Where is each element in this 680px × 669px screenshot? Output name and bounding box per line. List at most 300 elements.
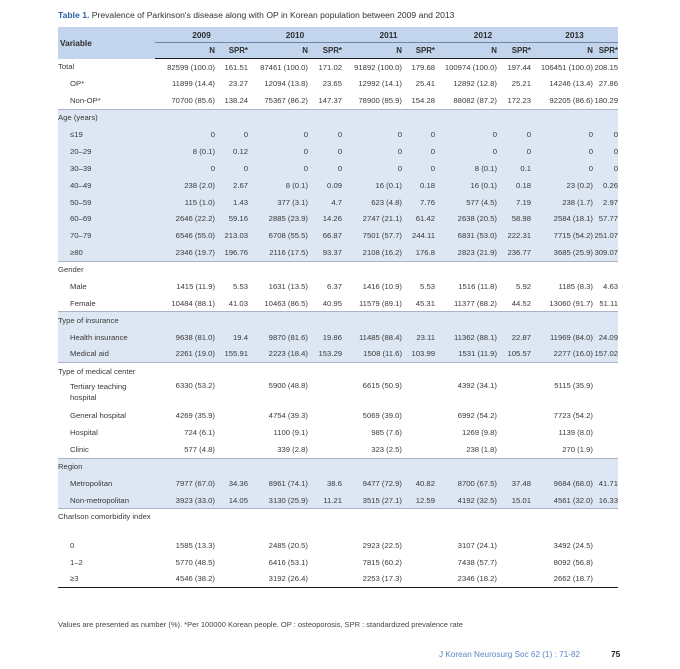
spr-cell (497, 571, 531, 588)
spr-cell: 179.68 (411, 62, 435, 72)
spr-cell (497, 441, 531, 458)
spr-cell (593, 424, 618, 441)
n-cell: 6708 (55.5) (248, 227, 308, 244)
n-cell (342, 312, 402, 329)
n-cell: 2253 (17.3) (342, 571, 402, 588)
spr-cell: 7.76 (402, 194, 435, 211)
spr-cell (402, 312, 435, 329)
spr-cell: 157.02 (593, 346, 618, 363)
spr-column-header: SPR* (308, 43, 342, 59)
spr-cell: 172.23 (507, 95, 531, 105)
n-cell: 6546 (55.0) (155, 227, 215, 244)
spr-cell: 4.7 (308, 194, 342, 211)
spr-cell (215, 312, 248, 329)
spr-cell (308, 109, 342, 126)
section-row (58, 109, 618, 126)
spr-cell (215, 537, 248, 554)
n-cell: 985 (7.6) (371, 428, 402, 438)
n-column-header: N (435, 43, 497, 59)
section-label: Charlson comorbidity index (58, 509, 155, 537)
spr-cell: 0 (402, 160, 435, 177)
spr-cell: 0 (308, 160, 342, 177)
n-cell (155, 312, 215, 329)
n-cell: 100974 (100.0) (444, 62, 497, 72)
n-cell (155, 458, 215, 475)
n-cell: 2116 (17.5) (248, 244, 308, 261)
spr-cell: 0 (593, 126, 618, 143)
row-label: Health insurance (58, 329, 155, 346)
spr-cell (308, 424, 342, 441)
spr-cell (308, 441, 342, 458)
n-cell: 3130 (25.9) (248, 492, 308, 509)
n-cell: 0 (531, 126, 593, 143)
spr-cell (497, 407, 531, 424)
n-cell: 1585 (13.3) (175, 540, 215, 550)
n-cell (342, 509, 402, 537)
section-label: Type of medical center (58, 363, 155, 380)
row-label: Clinic (70, 444, 89, 454)
n-cell: 2277 (16.0) (531, 346, 593, 363)
n-cell (342, 261, 402, 278)
n-cell: 4192 (32.5) (435, 492, 497, 509)
spr-cell: 0.18 (497, 177, 531, 194)
n-cell: 1508 (11.6) (342, 346, 402, 363)
n-cell: 0 (155, 126, 215, 143)
spr-cell: 25.21 (511, 79, 531, 89)
n-cell: 9870 (81.6) (248, 329, 308, 346)
n-cell: 270 (1.9) (562, 444, 593, 454)
table-row (58, 571, 618, 588)
row-label: General hospital (70, 411, 126, 421)
row-label: OP* (70, 79, 85, 89)
n-cell: 1139 (8.0) (558, 428, 593, 438)
journal-citation: J Korean Neurosurg Soc 62 (1) : 71-82 (439, 650, 581, 659)
spr-cell (402, 261, 435, 278)
n-cell: 0 (531, 143, 593, 160)
spr-cell: 59.16 (215, 211, 248, 228)
n-cell: 4392 (34.1) (457, 381, 497, 391)
n-column-header: N (155, 43, 215, 59)
section-row (58, 509, 618, 537)
n-cell: 8 (0.1) (155, 143, 215, 160)
spr-cell: 0 (593, 160, 618, 177)
spr-cell: 213.03 (215, 227, 248, 244)
n-cell: 8092 (56.8) (553, 557, 593, 567)
n-cell: 11969 (84.0) (531, 329, 593, 346)
n-cell (155, 363, 215, 380)
table-row (58, 492, 618, 509)
table-row (58, 227, 618, 244)
table-row (58, 295, 618, 312)
spr-cell (593, 379, 618, 407)
n-cell: 724 (6.1) (184, 428, 215, 438)
spr-cell: 0.26 (593, 177, 618, 194)
n-cell: 6416 (53.1) (268, 557, 308, 567)
spr-cell (308, 407, 342, 424)
spr-cell (593, 571, 618, 588)
spr-cell: 2.97 (593, 194, 618, 211)
n-cell (435, 312, 497, 329)
spr-cell: 244.11 (402, 227, 435, 244)
n-cell: 4546 (38.2) (155, 571, 215, 588)
year-header: 2010 (248, 27, 342, 43)
spr-cell (497, 261, 531, 278)
spr-cell (593, 458, 618, 475)
spr-cell: 45.31 (415, 298, 435, 308)
spr-cell (497, 458, 531, 475)
spr-cell (402, 458, 435, 475)
spr-cell (308, 312, 342, 329)
section-row (58, 312, 618, 329)
spr-cell: 38.6 (308, 475, 342, 492)
spr-cell (497, 379, 531, 407)
year-header: 2012 (435, 27, 531, 43)
spr-cell (402, 109, 435, 126)
table-body (58, 59, 618, 588)
spr-cell (308, 458, 342, 475)
table-row (58, 160, 618, 177)
table-row (58, 407, 618, 424)
row-label: Tertiary teaching hospital (70, 382, 127, 403)
n-cell: 87461 (100.0) (260, 62, 308, 72)
table-row (58, 424, 618, 441)
n-cell: 2747 (21.1) (342, 211, 402, 228)
row-label: 40–49 (58, 177, 155, 194)
n-cell: 106451 (100.0) (540, 62, 593, 72)
spr-cell (402, 441, 435, 458)
table-row (58, 211, 618, 228)
n-cell: 115 (1.0) (155, 194, 215, 211)
spr-cell: 2.67 (215, 177, 248, 194)
spr-cell: 161.51 (224, 62, 248, 72)
n-cell: 0 (342, 160, 402, 177)
n-cell: 13060 (91.7) (549, 298, 593, 308)
n-cell: 6615 (50.9) (362, 381, 402, 391)
spr-cell: 5.53 (233, 282, 248, 292)
spr-column-header: SPR* (215, 43, 248, 59)
n-cell: 2346 (19.7) (155, 244, 215, 261)
spr-cell: 0.1 (497, 160, 531, 177)
spr-cell (215, 458, 248, 475)
n-cell: 11485 (88.4) (342, 329, 402, 346)
spr-cell: 0.09 (308, 177, 342, 194)
n-cell: 4754 (39.3) (268, 411, 308, 421)
row-label: 70–79 (58, 227, 155, 244)
spr-cell (308, 537, 342, 554)
n-cell: 6831 (53.0) (435, 227, 497, 244)
spr-cell: 138.24 (224, 95, 248, 105)
n-cell: 11899 (14.4) (171, 79, 215, 89)
spr-cell (215, 554, 248, 571)
table-row (58, 177, 618, 194)
spr-cell (215, 441, 248, 458)
n-cell (531, 458, 593, 475)
spr-cell: 12.59 (402, 492, 435, 509)
spr-cell: 197.44 (507, 62, 531, 72)
spr-cell: 51.11 (599, 298, 618, 308)
spr-cell: 11.21 (308, 492, 342, 509)
n-cell: 0 (248, 143, 308, 160)
n-cell: 92205 (86.6) (549, 95, 593, 105)
n-cell: 6330 (53.2) (175, 381, 215, 391)
n-cell: 2638 (20.5) (435, 211, 497, 228)
n-cell: 3923 (33.0) (155, 492, 215, 509)
spr-cell: 147.37 (318, 95, 342, 105)
n-cell: 8961 (74.1) (248, 475, 308, 492)
n-cell: 238 (1.7) (531, 194, 593, 211)
n-cell (435, 509, 497, 537)
spr-cell: 0 (215, 126, 248, 143)
n-cell: 1416 (10.9) (362, 282, 402, 292)
spr-cell: 14.26 (308, 211, 342, 228)
spr-cell (497, 312, 531, 329)
n-cell: 9477 (72.9) (342, 475, 402, 492)
spr-cell: 41.03 (228, 298, 248, 308)
n-cell: 1269 (9.8) (461, 428, 497, 438)
n-cell: 377 (3.1) (248, 194, 308, 211)
n-cell: 0 (248, 126, 308, 143)
n-cell: 2885 (23.9) (248, 211, 308, 228)
spr-cell (593, 509, 618, 537)
spr-cell (497, 424, 531, 441)
spr-cell: 0.18 (402, 177, 435, 194)
table-row (58, 126, 618, 143)
year-header: 2009 (155, 27, 248, 43)
spr-cell: 208.15 (594, 62, 618, 72)
n-cell: 1531 (11.9) (435, 346, 497, 363)
n-cell: 1631 (13.5) (268, 282, 308, 292)
spr-cell (215, 363, 248, 380)
spr-cell: 0 (308, 143, 342, 160)
n-cell: 1100 (9.1) (273, 428, 308, 438)
spr-cell: 40.95 (322, 298, 342, 308)
spr-cell: 34.36 (215, 475, 248, 492)
spr-cell (402, 407, 435, 424)
spr-cell: 222.31 (497, 227, 531, 244)
n-cell: 16 (0.1) (342, 177, 402, 194)
spr-cell (497, 363, 531, 380)
spr-cell: 7.19 (497, 194, 531, 211)
spr-cell: 180.29 (594, 95, 618, 105)
table-row (58, 92, 618, 109)
row-label: Hospital (70, 428, 98, 438)
spr-cell (497, 109, 531, 126)
n-cell: 0 (155, 160, 215, 177)
row-label: Non-metropolitan (58, 492, 155, 509)
section-label: Gender (58, 261, 155, 278)
spr-cell: 16.33 (593, 492, 618, 509)
spr-cell (308, 554, 342, 571)
spr-cell (497, 537, 531, 554)
n-cell: 12992 (14.1) (358, 79, 402, 89)
spr-cell: 103.99 (402, 346, 435, 363)
row-label: Male (70, 282, 87, 292)
spr-cell: 176.8 (402, 244, 435, 261)
spr-cell: 171.02 (318, 62, 342, 72)
n-cell (155, 109, 215, 126)
n-cell: 238 (2.0) (155, 177, 215, 194)
n-cell: 5770 (48.5) (175, 557, 215, 567)
spr-cell (402, 379, 435, 407)
table-row (58, 278, 618, 295)
n-cell: 577 (4.8) (184, 444, 215, 454)
spr-cell: 309.07 (593, 244, 618, 261)
n-cell: 2923 (22.5) (362, 540, 402, 550)
year-header: 2013 (531, 27, 618, 43)
n-cell: 0 (435, 143, 497, 160)
n-cell: 70700 (85.6) (171, 95, 215, 105)
n-cell (155, 261, 215, 278)
spr-cell (402, 571, 435, 588)
spr-cell: 5.92 (516, 282, 531, 292)
n-cell: 4269 (35.9) (175, 411, 215, 421)
n-cell: 11579 (89.1) (358, 298, 402, 308)
n-cell: 3685 (25.9) (531, 244, 593, 261)
n-cell: 3192 (26.4) (248, 571, 308, 588)
n-cell: 2346 (18.2) (435, 571, 497, 588)
spr-cell (215, 109, 248, 126)
n-cell (531, 109, 593, 126)
section-label: Region (58, 458, 155, 475)
table-row (58, 475, 618, 492)
spr-cell (593, 363, 618, 380)
spr-cell: 1.43 (215, 194, 248, 211)
spr-cell: 25.41 (415, 79, 435, 89)
spr-cell: 251.07 (593, 227, 618, 244)
spr-cell: 23.65 (322, 79, 342, 89)
spr-cell (402, 537, 435, 554)
spr-cell (593, 312, 618, 329)
section-row (58, 363, 618, 380)
n-cell (342, 363, 402, 380)
row-label: ≤19 (58, 126, 155, 143)
table-title: Prevalence of Parkinson's disease along with OP in Korean population between 2009 and 2013 (89, 10, 455, 20)
table-row (58, 329, 618, 346)
spr-cell: 93.37 (308, 244, 342, 261)
spr-cell: 61.42 (402, 211, 435, 228)
row-label: 60–69 (58, 211, 155, 228)
spr-column-header: SPR* (593, 43, 618, 59)
n-cell (435, 261, 497, 278)
spr-cell: 236.77 (497, 244, 531, 261)
row-label: Medical aid (58, 346, 155, 363)
table-row (58, 194, 618, 211)
n-cell: 7723 (54.2) (553, 411, 593, 421)
n-cell: 12094 (13.8) (264, 79, 308, 89)
n-column-header: N (531, 43, 593, 59)
n-cell (531, 363, 593, 380)
variable-header: Variable (58, 27, 155, 59)
n-cell (248, 458, 308, 475)
spr-cell: 23.27 (228, 79, 248, 89)
n-cell: 5069 (39.0) (362, 411, 402, 421)
n-cell: 1185 (8.3) (558, 282, 593, 292)
spr-cell (593, 441, 618, 458)
n-cell: 5900 (48.8) (268, 381, 308, 391)
spr-cell (593, 554, 618, 571)
header-row-years (58, 27, 618, 43)
spr-cell: 0 (593, 143, 618, 160)
section-label: Age (years) (58, 109, 155, 126)
n-cell: 88082 (87.2) (453, 95, 497, 105)
n-cell: 8 (0.1) (248, 177, 308, 194)
n-cell (435, 109, 497, 126)
spr-cell: 41.71 (593, 475, 618, 492)
spr-cell: 196.76 (215, 244, 248, 261)
n-cell: 7977 (67.0) (155, 475, 215, 492)
n-cell: 0 (435, 126, 497, 143)
table-label: Table 1. (58, 10, 90, 20)
spr-cell (402, 424, 435, 441)
n-cell: 10463 (86.5) (264, 298, 308, 308)
n-cell: 4561 (32.0) (531, 492, 593, 509)
n-cell: 6992 (54.2) (457, 411, 497, 421)
spr-cell: 57.77 (593, 211, 618, 228)
spr-cell: 58.98 (497, 211, 531, 228)
prevalence-table (58, 27, 618, 588)
table-row (58, 379, 618, 407)
spr-cell (593, 407, 618, 424)
n-cell: 9684 (68.0) (531, 475, 593, 492)
table-caption (58, 10, 454, 20)
n-cell: 75367 (86.2) (264, 95, 308, 105)
n-cell: 2485 (20.5) (268, 540, 308, 550)
n-cell: 2584 (18.1) (531, 211, 593, 228)
table-row (58, 537, 618, 554)
n-cell: 0 (531, 160, 593, 177)
n-cell (531, 509, 593, 537)
n-cell: 5115 (35.9) (554, 381, 593, 391)
table-footnote: Values are presented as number (%). *Per 100000 Korean people. OP : osteoporosis, SPR : standardized prevalence rate (58, 620, 463, 629)
n-cell: 82599 (100.0) (167, 62, 215, 72)
n-cell: 14246 (13.4) (549, 79, 593, 89)
spr-cell (215, 509, 248, 537)
row-label: Non-OP* (70, 95, 101, 105)
n-cell: 323 (2.5) (371, 444, 402, 454)
n-cell: 238 (1.8) (466, 444, 497, 454)
n-cell: 2662 (18.7) (531, 571, 593, 588)
spr-cell (593, 537, 618, 554)
spr-cell: 0 (497, 126, 531, 143)
n-cell (248, 363, 308, 380)
spr-cell (308, 379, 342, 407)
spr-cell (215, 571, 248, 588)
n-cell (342, 109, 402, 126)
spr-cell: 0.12 (215, 143, 248, 160)
spr-cell: 153.29 (308, 346, 342, 363)
spr-cell: 44.52 (511, 298, 531, 308)
table-row (58, 75, 618, 92)
spr-cell: 155.91 (215, 346, 248, 363)
n-cell: 1516 (11.8) (458, 282, 497, 292)
n-cell (342, 458, 402, 475)
year-header: 2011 (342, 27, 435, 43)
row-label: 30–39 (58, 160, 155, 177)
spr-cell (308, 509, 342, 537)
n-cell (248, 509, 308, 537)
section-label: Type of insurance (58, 312, 155, 329)
n-cell (248, 261, 308, 278)
spr-cell: 24.09 (593, 329, 618, 346)
n-cell: 0 (342, 126, 402, 143)
n-cell: 0 (248, 160, 308, 177)
n-cell (248, 109, 308, 126)
spr-cell: 0 (497, 143, 531, 160)
table-row (58, 59, 618, 76)
n-cell (248, 312, 308, 329)
spr-cell: 66.87 (308, 227, 342, 244)
spr-cell: 19.4 (215, 329, 248, 346)
